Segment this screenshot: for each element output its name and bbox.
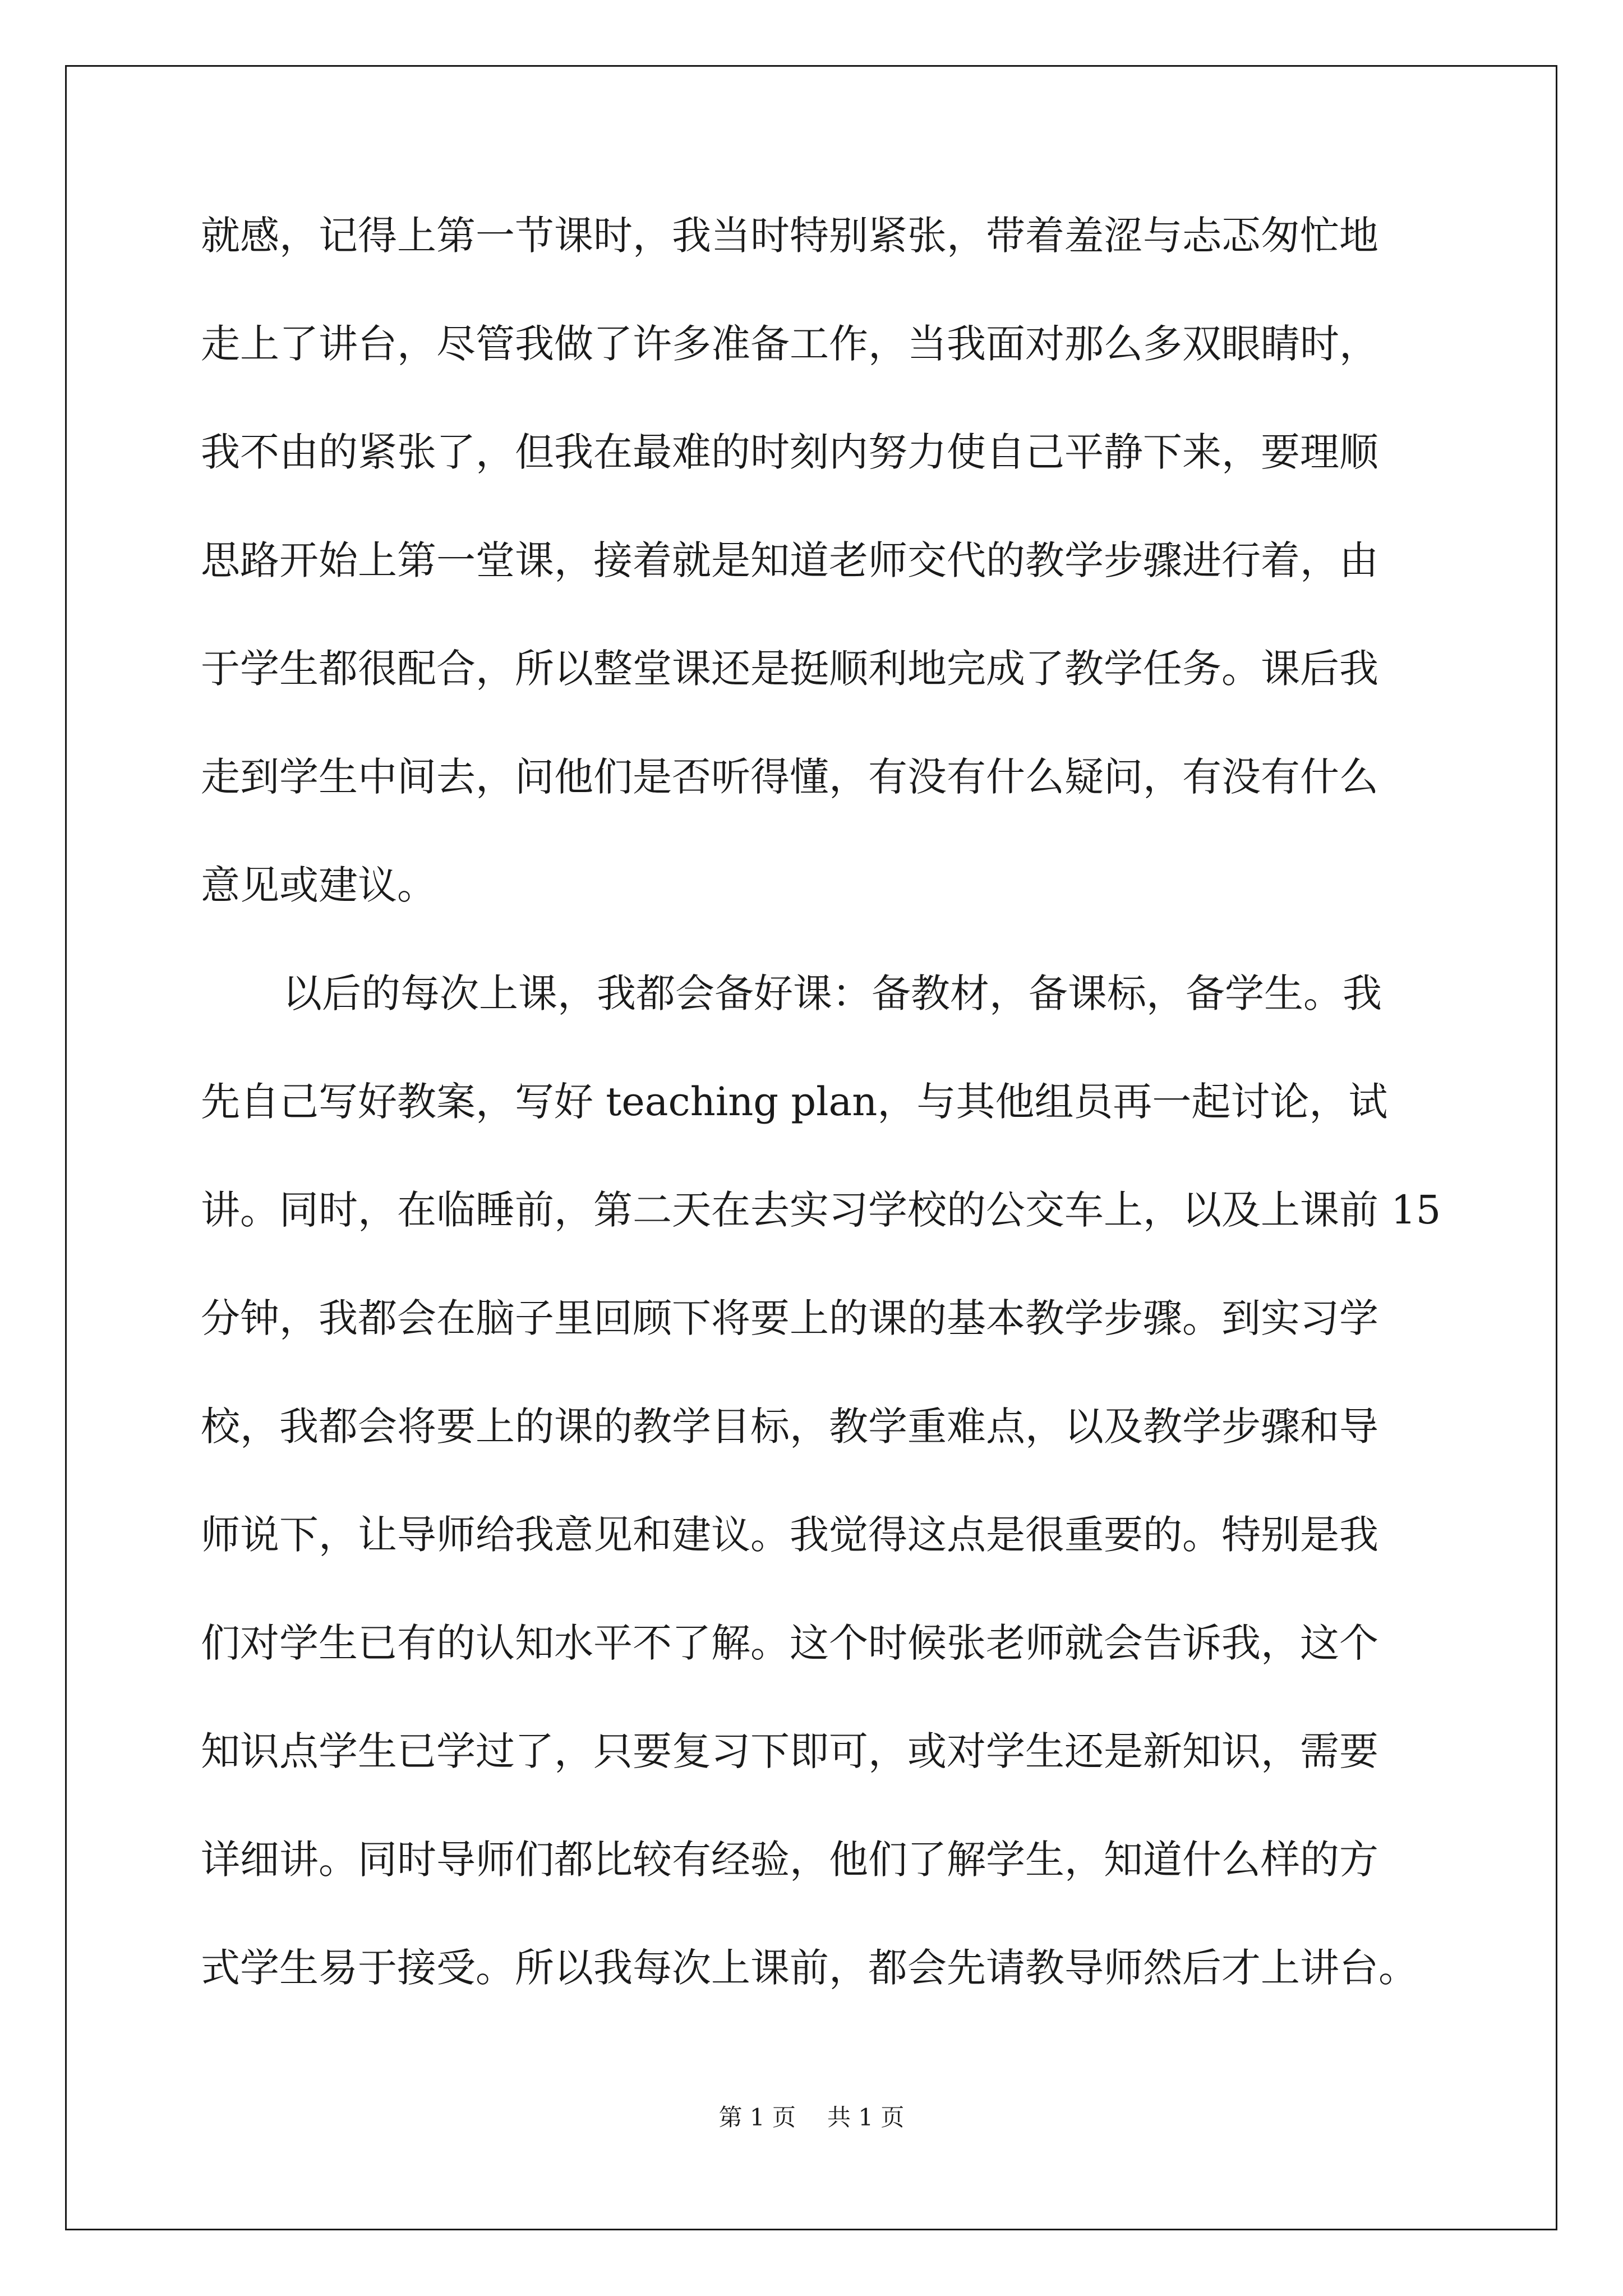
page-number-total: 共 1 页 <box>827 2104 905 2131</box>
text-line: 讲。同时，在临睡前，第二天在去实习学校的公交车上，以及上课前 15 <box>201 1187 1441 1233</box>
text-line: 师说下，让导师给我意见和建议。我觉得这点是很重要的。特别是我 <box>201 1512 1378 1558</box>
text-line: 就感，记得上第一节课时，我当时特别紧张，带着羞涩与忐忑匆忙地 <box>201 213 1378 259</box>
text-line: 知识点学生已学过了，只要复习下即可，或对学生还是新知识，需要 <box>201 1728 1378 1774</box>
page-number-current: 第 1 页 <box>718 2104 796 2131</box>
text-line: 思路开始上第一堂课，接着就是知道老师交代的教学步骤进行着，由 <box>201 537 1378 583</box>
paragraph-first-line: 以后的每次上课，我都会备好课：备教材，备课标，备学生。我 <box>283 970 1382 1016</box>
text-line: 式学生易于接受。所以我每次上课前，都会先请教导师然后才上讲台。 <box>201 1945 1418 1991</box>
text-line: 校，我都会将要上的课的教学目标，教学重难点，以及教学步骤和导 <box>201 1404 1378 1450</box>
text-line: 走到学生中间去，问他们是否听得懂，有没有什么疑问，有没有什么 <box>201 754 1378 800</box>
text-line: 意见或建议。 <box>201 862 436 908</box>
text-line: 分钟，我都会在脑子里回顾下将要上的课的基本教学步骤。到实习学 <box>201 1295 1378 1341</box>
text-line: 于学生都很配合，所以整堂课还是挺顺利地完成了教学任务。课后我 <box>201 646 1378 692</box>
text-line: 们对学生已有的认知水平不了解。这个时候张老师就会告诉我，这个 <box>201 1620 1378 1666</box>
text-line: 走上了讲台，尽管我做了许多准备工作，当我面对那么多双眼睛时， <box>201 321 1378 367</box>
text-line: 详细讲。同时导师们都比较有经验，他们了解学生，知道什么样的方 <box>201 1837 1378 1883</box>
text-line: 先自己写好教案，写好 teaching plan，与其他组员再一起讨论，试 <box>201 1079 1388 1125</box>
document-body <box>201 208 1441 2048</box>
page-footer <box>0 2101 1623 2134</box>
text-line: 我不由的紧张了，但我在最难的时刻内努力使自己平静下来，要理顺 <box>201 429 1378 475</box>
